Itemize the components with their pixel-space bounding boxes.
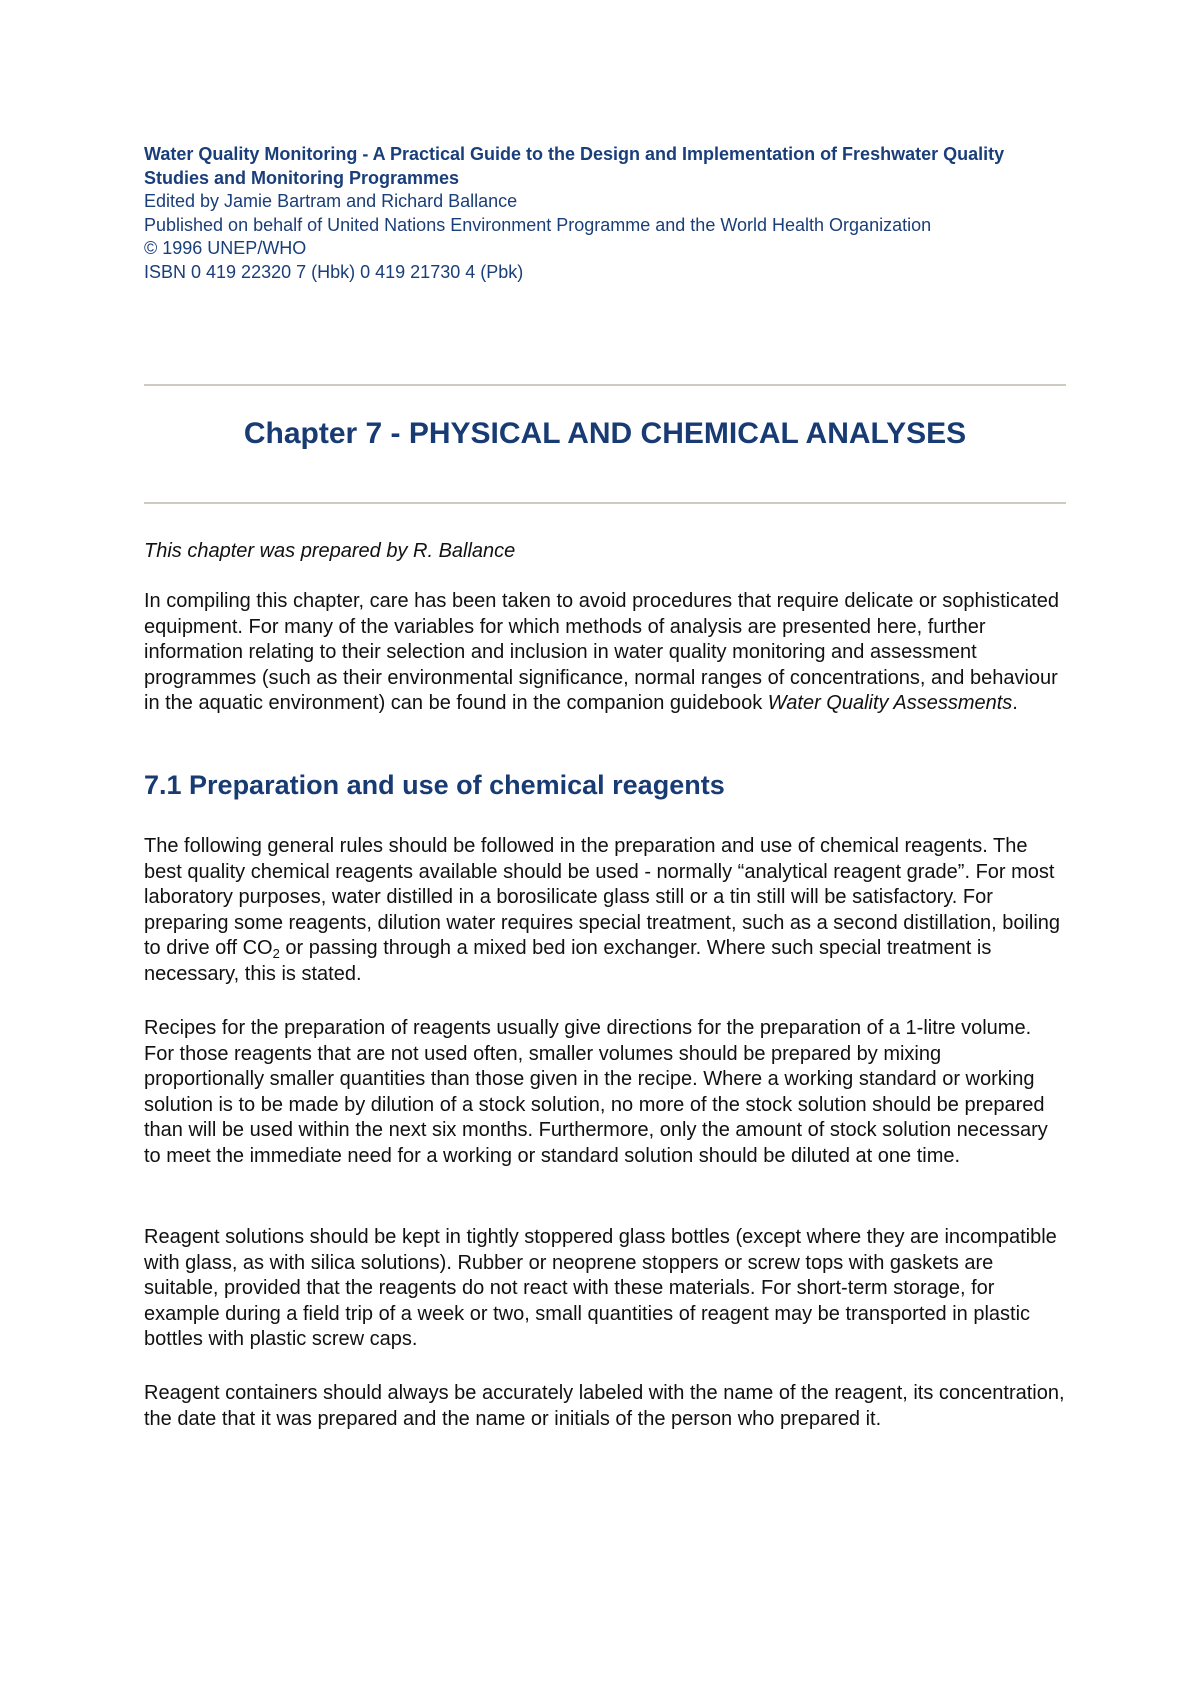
chapter-byline: This chapter was prepared by R. Ballance xyxy=(144,540,516,562)
p1-text: The following general rules should be followed in the preparation and use of chemical reagents. The best quality chemical reagents available should be used - normally “analytical reagent grade”. For most laboratory purposes, water distilled in a borosilicate glass still or a tin still will be satisfactory. For preparing some reagents, dilution water requires special treatment, such as a second distillation, boiling to drive off CO xyxy=(144,835,1061,959)
intro-paragraph xyxy=(144,589,1066,717)
copyright-line: © 1996 UNEP/WHO xyxy=(144,238,307,258)
publication-title: Water Quality Monitoring - A Practical Guide to the Design and Implementation of Freshwater Quality Studies and Monitoring Programmes xyxy=(144,144,1005,188)
intro-end: . xyxy=(1012,692,1018,714)
chapter-title: Chapter 7 - PHYSICAL AND CHEMICAL ANALYSES xyxy=(243,417,967,450)
isbn-line: ISBN 0 419 22320 7 (Hbk) 0 419 21730 4 (Pbk) xyxy=(144,261,524,282)
publication-header xyxy=(144,143,1066,284)
labeling-paragraph: Reagent containers should always be accurately labeled with the name of the reagent, its concentration, the date that it was prepared and the name or initials of the person who prepared it. xyxy=(144,1382,1065,1430)
bottom-divider xyxy=(144,502,1066,504)
reagent-rules-paragraph xyxy=(144,834,1066,987)
intro-text: In compiling this chapter, care has been taken to avoid procedures that require delicate or sophisticated equipment. For many of the variables for which methods of analysis are presented here, further information relating to their selection and inclusion in water quality monitoring and assessment programmes (such as their environmental significance, normal ranges of concentrations, and behaviour in the aquatic environment) can be found in the companion guidebook xyxy=(144,590,1059,714)
publisher-line: Published on behalf of United Nations Environment Programme and the World Health Organization xyxy=(144,214,932,235)
recipes-paragraph: Recipes for the preparation of reagents usually give directions for the preparation of a 1-litre volume. For those reagents that are not used often, smaller volumes should be prepared by mixing proportionally smaller quantities than those given in the recipe. Where a working standard or working solution is to be made by dilution of a stock solution, no more of the stock solution should be prepared than will be used within the next six months. Furthermore, only the amount of stock solution necessary to meet the immediate need for a working or standard solution should be diluted at one time. xyxy=(144,1017,1048,1167)
companion-guidebook-title: Water Quality Assessments xyxy=(767,692,1013,714)
p1-text-end: or passing through a mixed bed ion exchanger. Where such special treatment is necessary, this is stated. xyxy=(144,937,992,985)
editors-line: Edited by Jamie Bartram and Richard Ballance xyxy=(144,191,518,211)
section-heading: 7.1 Preparation and use of chemical reagents xyxy=(144,770,725,800)
storage-paragraph: Reagent solutions should be kept in tightly stoppered glass bottles (except where they are incompatible with glass, as with silica solutions). Rubber or neoprene stoppers or screw tops with gaskets are suitable, provided that the reagents do not react with these materials. For short-term storage, for example during a field trip of a week or two, small quantities of reagent may be transported in plastic bottles with plastic screw caps. xyxy=(144,1226,1057,1350)
co2-subscript: 2 xyxy=(272,946,280,961)
top-divider xyxy=(144,384,1066,386)
